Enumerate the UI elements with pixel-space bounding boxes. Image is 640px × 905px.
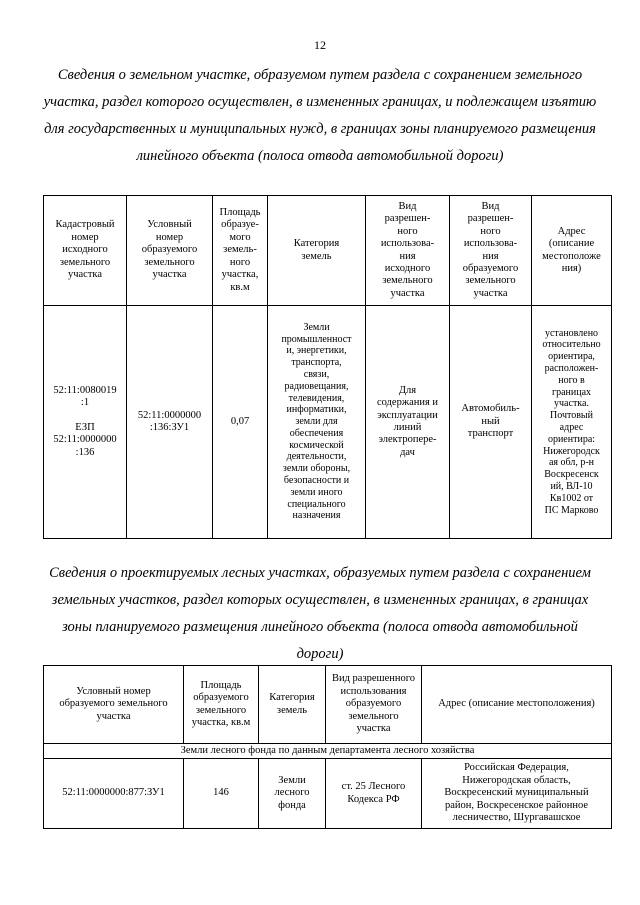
cell-use-new: ст. 25 Лесного Кодекса РФ [326,759,422,829]
cell-land-category: Земли лесного фонда [259,759,326,829]
col-land-category: Категория земель [259,666,326,744]
table-header-row [44,666,612,744]
forest-plot-table [43,665,612,829]
col-conditional-number: Условный номер образуемого земельного участка [44,666,184,744]
group-label: Земли лесного фонда по данным департамента лесного хозяйства [44,744,612,759]
table-row [44,306,612,539]
group-row [44,744,612,759]
cell-cadastral-number: 52:11:0080019 :1 ЕЗП 52:11:0000000 :136 [44,306,127,539]
table-header-row [44,196,612,306]
col-use-source: Вид разрешен- ного использова- ния исходного земельного участка [366,196,450,306]
cell-area: 146 [184,759,259,829]
section2-heading: Сведения о проектируемых лесных участках, образуемых путем раздела с сохранением земельных участков, раздел которых осуществлен, в измененных границах, в границах зоны планируемого размещения линейного объекта (полоса отвода автомобильной дороги) [49,565,591,662]
col-land-category: Категория земель [268,196,366,306]
table-row [44,759,612,829]
col-address: Адрес (описание местоположе ния) [532,196,612,306]
col-area: Площадь образуемого земельного участка, кв.м [184,666,259,744]
col-use-new: Вид разрешен- ного использова- ния образуемого земельного участка [450,196,532,306]
section1-heading: Сведения о земельном участке, образуемом путем раздела с сохранением земельного участка, раздел которого осуществлен, в измененных границах, и подлежащем изъятию для государственных и муниципальных нужд, в границах зоны планируемого размещения линейного объекта (полоса отвода автомобильной дороги) [43,67,597,164]
cell-conditional-number: 52:11:0000000:877:ЗУ1 [44,759,184,829]
col-cadastral-number: Кадастровый номер исходного земельного участка [44,196,127,306]
col-use-new: Вид разрешенного использования образуемого земельного участка [326,666,422,744]
cell-land-category: Земли промышленност и, энергетики, транспорта, связи, радиовещания, телевидения, информатики, земли для обеспечения космической деятельности, земли обороны, безопасности и земли иного специального назначения [268,306,366,539]
cell-use-source: Для содержания и эксплуатации линий электропере- дач [366,306,450,539]
page-number: 12 [314,38,326,52]
col-area: Площадь образуе- мого земель- ного участка, кв.м [213,196,268,306]
cell-address: установлено относительно ориентира, расположен- ного в границах участка. Почтовый адрес ориентира: Нижегородск ая обл, р-н Воскресенск ий, ВЛ-10 Кв1002 от ПС Марково [532,306,612,539]
cell-address: Российская Федерация, Нижегородская область, Воскресенский муниципальный район, Воскресенское районное лесничество, Шургавашское [422,759,612,829]
cell-conditional-number: 52:11:0000000 :136:ЗУ1 [127,306,213,539]
col-address: Адрес (описание местоположения) [422,666,612,744]
col-conditional-number: Условный номер образуемого земельного участка [127,196,213,306]
cell-area: 0,07 [213,306,268,539]
cell-use-new: Автомобиль- ный транспорт [450,306,532,539]
land-plot-table [43,195,612,539]
